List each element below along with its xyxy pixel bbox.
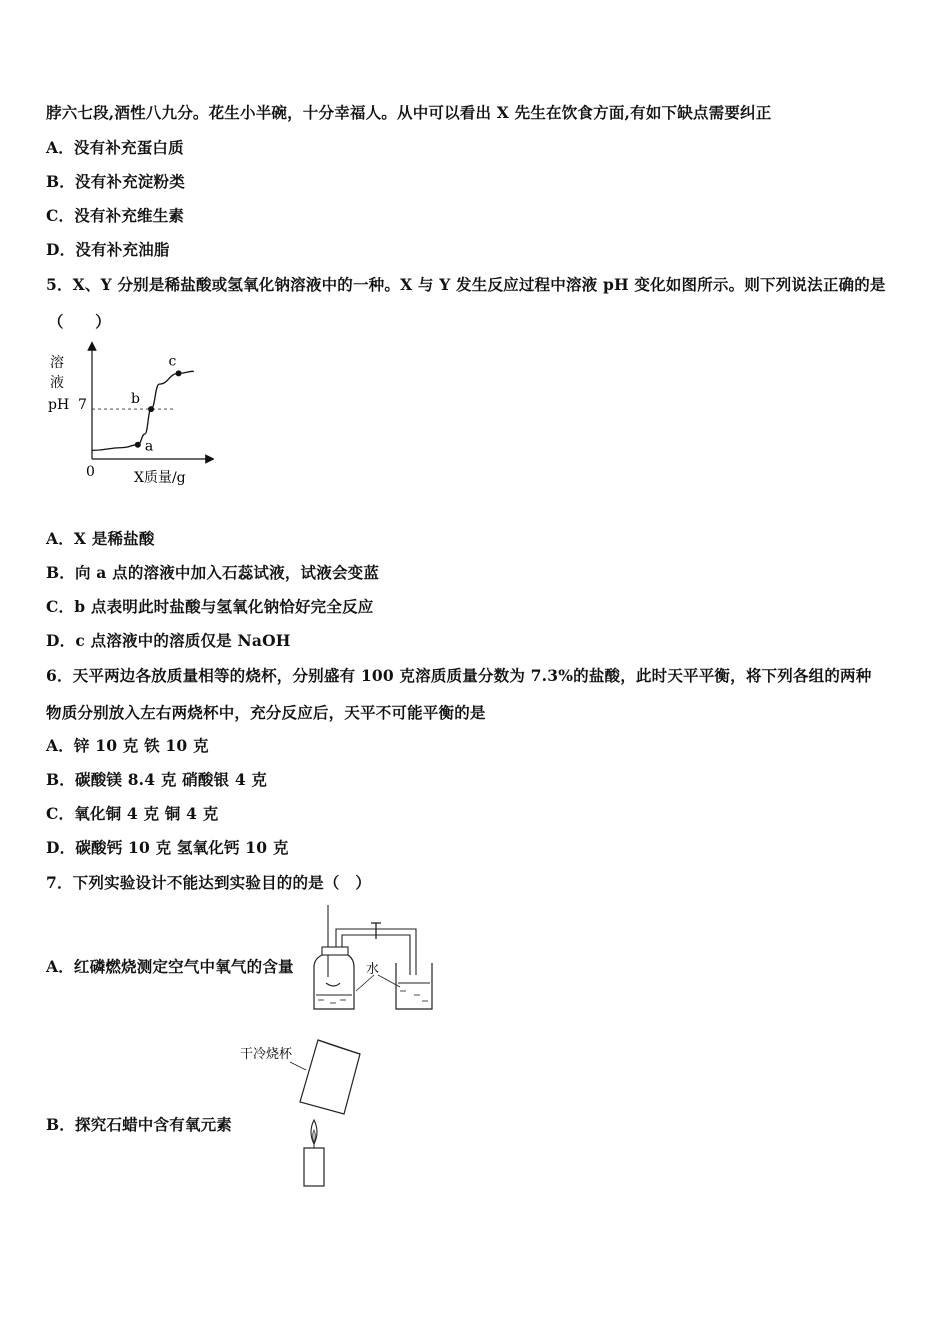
- q7-stem: 7．下列实验设计不能达到实验目的的是（ ）: [46, 873, 371, 892]
- beaker-label-pointer: [290, 1062, 306, 1070]
- q5-stem: 5．X、Y 分别是稀盐酸或氢氧化钠溶液中的一种。X 与 Y 发生反应过程中溶液 pH 变化如图所示。则下列说法正确的是: [46, 275, 886, 294]
- candle-body: [304, 1148, 324, 1186]
- q7-option-a: A．红磷燃烧测定空气中氧气的含量: [46, 957, 294, 976]
- dry-cold-beaker-label: 干冷烧杯: [240, 1047, 293, 1062]
- combustion-spoon: [326, 983, 340, 986]
- beaker: [396, 963, 432, 1009]
- candle-flame-core: [313, 1130, 316, 1142]
- q6-stem-line-2: 物质分别放入左右两烧杯中，充分反应后，天平不可能平衡的是: [46, 703, 486, 722]
- candle-svg: [238, 1036, 368, 1191]
- point-label-b: b: [131, 391, 141, 408]
- q4-option-b: B．没有补充淀粉类: [46, 172, 185, 191]
- q4-option-c: C．没有补充维生素: [46, 206, 185, 225]
- red-phosphorus-apparatus: [308, 903, 440, 1013]
- ylabel-line-1: 溶: [50, 355, 64, 371]
- q5-option-a: A．X 是稀盐酸: [46, 529, 155, 548]
- q6-option-c: C．氧化铜 4 克 铜 4 克: [46, 804, 219, 823]
- q6-option-d: D．碳酸钙 10 克 氢氧化钙 10 克: [46, 838, 289, 857]
- ylabel-line-3: pH: [48, 397, 70, 413]
- point-a: [135, 442, 141, 448]
- water-label-pointer-right: [378, 975, 400, 987]
- point-b: [148, 406, 154, 412]
- candle-apparatus: [238, 1036, 368, 1191]
- gas-bottle: [314, 955, 354, 1009]
- water-label-pointer-left: [356, 975, 374, 991]
- q6-option-a: A．锌 10 克 铁 10 克: [46, 736, 209, 755]
- q4-option-d: D．没有补充油脂: [46, 240, 170, 259]
- q5-option-d: D．c 点溶液中的溶质仅是 NaOH: [46, 631, 291, 650]
- q5-option-c: C．b 点表明此时盐酸与氢氧化钠恰好完全反应: [46, 597, 374, 616]
- apparatus-svg: [308, 903, 440, 1013]
- y-tick-label: 7: [78, 397, 87, 413]
- q5-answer-paren: （ ）: [48, 312, 111, 331]
- q4-option-a: A．没有补充蛋白质: [46, 138, 184, 157]
- q7-option-b: B．探究石蜡中含有氧元素: [46, 1115, 233, 1134]
- q5-option-b: B．向 a 点的溶液中加入石蕊试液，试液会变蓝: [46, 563, 380, 582]
- ph-curve: [92, 371, 194, 450]
- intro-line: 脖六七段,酒性八九分。花生小半碗，十分幸福人。从中可以看出 X 先生在饮食方面,有如下缺点需要纠正: [46, 103, 772, 122]
- q6-option-b: B．碳酸镁 8.4 克 硝酸银 4 克: [46, 770, 268, 789]
- point-label-c: c: [168, 353, 177, 370]
- water-label: 水: [366, 962, 380, 977]
- origin-label: 0: [86, 464, 95, 480]
- point-label-a: a: [144, 438, 154, 455]
- ylabel-line-2: 液: [50, 375, 64, 391]
- q6-stem-line-1: 6．天平两边各放质量相等的烧杯，分别盛有 100 克溶质质量分数为 7.3%的盐酸，此时天平平衡，将下列各组的两种: [46, 666, 872, 685]
- ph-chart: [44, 340, 214, 490]
- point-c: [176, 370, 182, 376]
- stopper: [322, 947, 348, 955]
- x-axis-label: X质量/g: [134, 470, 186, 486]
- ph-chart-svg: [44, 340, 214, 490]
